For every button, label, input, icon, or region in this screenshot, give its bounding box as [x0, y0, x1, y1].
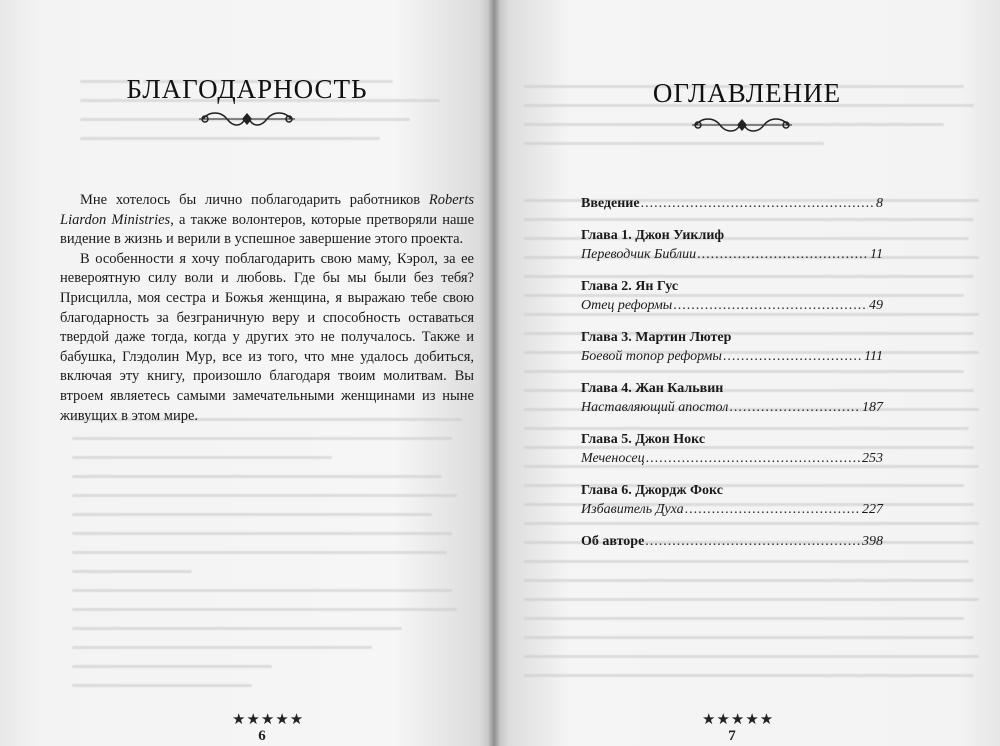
scroll-flourish-icon	[690, 114, 794, 136]
toc-leader-dots	[646, 449, 861, 468]
table-of-contents	[581, 194, 883, 564]
page-title-acknowledgments: БЛАГОДАРНОСТЬ	[126, 74, 368, 104]
show-through-text-bottom-left	[72, 408, 467, 693]
toc-subtitle: Наставляющий апостол	[581, 400, 729, 415]
toc-chapter-heading: Глава 3. Мартин Лютер	[581, 330, 732, 345]
toc-leader-dots	[697, 245, 869, 264]
paragraph-text: , а также волонтеров, которые претворяли наше видение в жизнь и верили в успешное завершение этого проекта.	[60, 211, 475, 248]
toc-leader-dots	[723, 347, 863, 366]
paragraph-text: Мне хотелось бы лично поблагодарить работников	[80, 192, 429, 208]
paragraph-text: В особенности я хочу поблагодарить свою маму, Кэрол, за ее невероятную силу воли и любовь. Где бы мы были без тебя? Присцилла, моя сестра и Божья женщина, я выражаю тебе свою благодарность за безграничную веру и способность оставаться твердой даже тогда, когда у других это не получалось. Также и бабушка, Глэдолин Мур, все из того, что мне удалось добиться, включая эту книгу, произошло благодаря твоим молитвам. Вы втроем являетесь самыми замечательными женщинами из ныне живущих в этом мире.	[60, 250, 474, 424]
toc-leader-dots	[641, 194, 875, 213]
toc-leader-dots	[645, 532, 861, 551]
toc-chapter-heading: Глава 6. Джордж Фокс	[581, 483, 723, 498]
page-title-contents: ОГЛАВЛЕНИЕ	[652, 78, 842, 108]
toc-entry-chapter-4[interactable]	[581, 379, 883, 417]
toc-entry-chapter-6[interactable]	[581, 481, 883, 519]
star-ornament-icon: ★★★★★	[232, 712, 305, 728]
ministry-name: Roberts Liardon Ministries	[60, 192, 474, 228]
toc-chapter-heading: Глава 5. Джон Нокс	[581, 432, 706, 447]
page-number: 7	[728, 728, 736, 744]
toc-page-number: 398	[862, 534, 883, 549]
toc-entry-about-author[interactable]	[581, 532, 883, 551]
toc-entry-chapter-2[interactable]	[581, 277, 883, 315]
toc-leader-dots	[685, 500, 861, 519]
toc-page-number: 227	[862, 502, 883, 517]
toc-title: Об авторе	[581, 534, 645, 549]
book-gutter	[488, 0, 500, 746]
toc-entry-chapter-5[interactable]	[581, 430, 883, 468]
toc-leader-dots	[729, 398, 861, 417]
toc-page-number: 8	[876, 196, 883, 211]
toc-entry-chapter-1[interactable]	[581, 226, 883, 264]
toc-entry-chapter-3[interactable]	[581, 328, 883, 366]
toc-chapter-heading: Глава 2. Ян Гус	[581, 279, 679, 294]
toc-title: Введение	[581, 196, 640, 211]
toc-subtitle: Избавитель Духа	[581, 502, 684, 517]
toc-leader-dots	[673, 296, 868, 315]
page-footer-right	[702, 710, 775, 744]
paragraph	[60, 250, 474, 426]
page-footer-left	[232, 710, 305, 744]
acknowledgments-text	[60, 191, 474, 426]
toc-subtitle: Боевой топор реформы	[581, 349, 722, 364]
toc-page-number: 11	[870, 247, 883, 262]
paragraph	[60, 191, 474, 250]
toc-chapter-heading: Глава 4. Жан Кальвин	[581, 381, 724, 396]
left-page	[0, 0, 494, 746]
toc-subtitle: Меченосец	[581, 451, 645, 466]
scroll-flourish-icon	[197, 108, 297, 130]
toc-entry-introduction[interactable]	[581, 194, 883, 213]
toc-page-number: 187	[862, 400, 883, 415]
star-ornament-icon: ★★★★★	[702, 712, 775, 728]
toc-page-number: 49	[869, 298, 883, 313]
right-page	[494, 0, 1000, 746]
toc-chapter-heading: Глава 1. Джон Уиклиф	[581, 228, 725, 243]
toc-subtitle: Переводчик Библии	[581, 247, 697, 262]
toc-page-number: 111	[864, 349, 883, 364]
toc-page-number: 253	[862, 451, 883, 466]
page-number: 6	[258, 728, 266, 744]
toc-subtitle: Отец реформы	[581, 298, 673, 313]
